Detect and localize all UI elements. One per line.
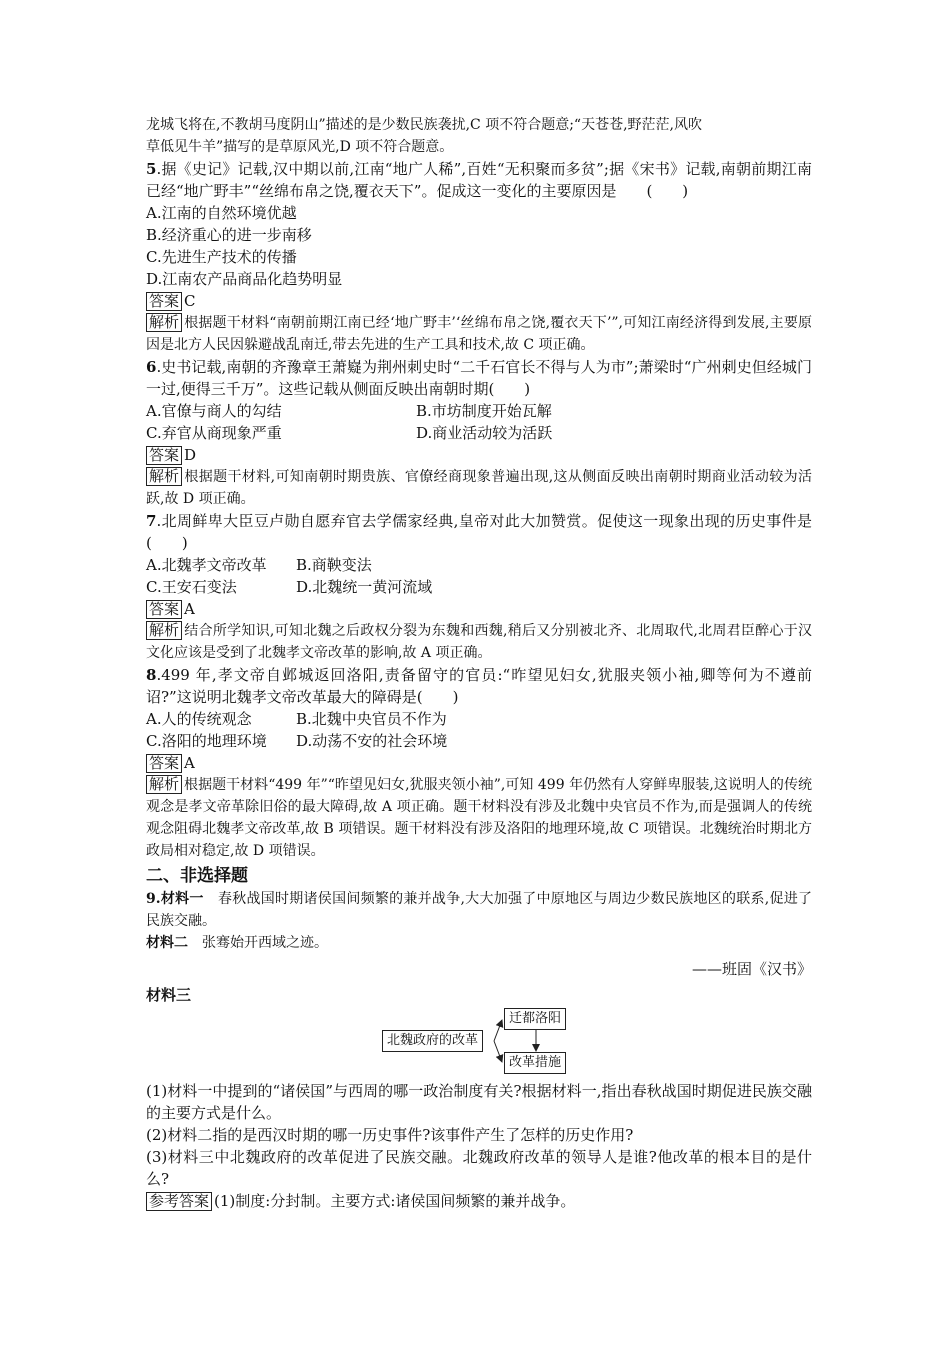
prev-analysis-line-1: 龙城飞将在,不教胡马度阴山”描述的是少数民族袭扰,C 项不符合题意;“天苍苍,野茫茫,风吹: [146, 117, 702, 133]
question-6-answer: 答案 D: [146, 444, 812, 466]
question-6-stem: 6.史书记载,南朝的齐豫章王萧嶷为荆州刺史时“二千石官长不得与人为市”;萧梁时“广州刺史但经城门一过,便得三千万”。这些记载从侧面反映出南朝时期( ): [146, 358, 812, 398]
option-b: B.市坊制度开始瓦解: [416, 402, 552, 420]
reform-diagram: [146, 1008, 812, 1074]
answer-label: 答案: [146, 600, 182, 619]
question-7-answer: 答案 A: [146, 598, 812, 620]
option-c: C.先进生产技术的传播: [146, 248, 297, 266]
option-b: B.经济重心的进一步南移: [146, 226, 312, 244]
option-b: B.商鞅变法: [296, 556, 372, 574]
question-5-analysis: 解析 根据题干材料“南朝前期江南已经‘地广野丰’‘丝绵布帛之饶,覆衣天下’”,可知江南经济得到发展,主要原因是北方人民因躲避战乱南迁,带去先进的生产工具和技术,故 C 项正确。: [146, 313, 812, 353]
question-7-stem: 7.北周鲜卑大臣豆卢勋自愿弃官去学儒家经典,皇帝对此大加赞赏。促使这一现象出现的历史事件是( ): [146, 512, 812, 552]
option-d: D.动荡不安的社会环境: [296, 732, 448, 750]
analysis-label: 解析: [146, 313, 182, 332]
question-7-analysis: 解析 结合所学知识,可知北魏之后政权分裂为东魏和西魏,稍后又分别被北齐、北周取代,北周君臣醉心于汉文化应该是受到了北魏孝文帝改革的影响,故 A 项正确。: [146, 621, 812, 661]
question-5-options: [146, 202, 812, 290]
option-c: C.王安石变法: [146, 578, 237, 596]
question-9-material-1: 9.材料一 春秋战国时期诸侯国间频繁的兼并战争,大大加强了中原地区与周边少数民族地区的联系,促进了民族交融。: [146, 891, 812, 929]
question-9-material-2: 材料二 张骞始开西域之迹。: [146, 935, 328, 951]
material-3-label: 材料三: [146, 986, 192, 1004]
diagram-top-box: 迁都洛阳: [504, 1008, 566, 1030]
option-c: C.洛阳的地理环境: [146, 732, 267, 750]
question-number: 6: [146, 358, 157, 376]
analysis-label: 解析: [146, 621, 182, 640]
question-5-answer: 答案 C: [146, 290, 812, 312]
prev-analysis-line-2: 草低见牛羊”描写的是草原风光,D 项不符合题意。: [146, 139, 454, 155]
question-7-options: [146, 554, 812, 598]
question-9-reference-answer: 参考答案 (1)制度:分封制。主要方式:诸侯国间频繁的兼并战争。: [146, 1190, 812, 1212]
answer-label: 答案: [146, 292, 182, 311]
option-d: D.江南农产品商品化趋势明显: [146, 270, 343, 288]
material-2-citation: ——班固《汉书》: [691, 960, 812, 978]
question-number: 9: [146, 891, 156, 907]
diagram-bottom-box: 改革措施: [504, 1052, 566, 1074]
question-9-sub-3: (3)材料三中北魏政府的改革促进了民族交融。北魏政府改革的领导人是谁?他改革的根本目的是什么?: [146, 1148, 812, 1188]
question-8-stem: 8.499 年,孝文帝自邺城返回洛阳,责备留守的官员:“昨望见妇女,犹服夹领小袖,卿等何为不遵前诏?”这说明北魏孝文帝改革最大的障碍是( ): [146, 666, 812, 706]
question-9-sub-2: (2)材料二指的是西汉时期的哪一历史事件?该事件产生了怎样的历史作用?: [146, 1126, 634, 1144]
option-d: D.商业活动较为活跃: [416, 424, 553, 442]
option-a: A.官僚与商人的勾结: [146, 402, 282, 420]
question-number: 5: [146, 160, 157, 178]
section-heading: 二、非选择题: [146, 866, 248, 886]
option-c: C.弃官从商现象严重: [146, 424, 282, 442]
document-page: [146, 114, 812, 1212]
question-5-stem: 5.据《史记》记载,汉中期以前,江南“地广人稀”,百姓“无积聚而多贫”;据《宋书》记载,南朝前期江南已经“地广野丰”“丝绵布帛之饶,覆衣天下”。促成这一变化的主要原因是 ( ): [146, 160, 812, 200]
option-b: B.北魏中央官员不作为: [296, 710, 447, 728]
question-8-analysis: 解析 根据题干材料“499 年”“昨望见妇女,犹服夹领小袖”,可知 499 年仍然有人穿鲜卑服装,这说明人的传统观念是孝文帝革除旧俗的最大障碍,故 A 项正确。题干材料没有涉及北魏中央官员不作为,而是强调人的传统观念阻碍北魏孝文帝改革,故 B 项错误。题干材料没有涉及洛阳的地理环境,故 C 项错误。北魏统治时期北方政局相对稳定,故 D 项错误。: [146, 775, 812, 859]
question-9-sub-1: (1)材料一中提到的“诸侯国”与西周的哪一政治制度有关?根据材料一,指出春秋战国时期促进民族交融的主要方式是什么。: [146, 1082, 812, 1122]
material-2-label: 材料二: [146, 935, 188, 951]
answer-label: 答案: [146, 446, 182, 465]
question-8-options: [146, 708, 812, 752]
answer-label: 答案: [146, 754, 182, 773]
diagram-main-box: 北魏政府的改革: [382, 1030, 483, 1052]
option-a: A.人的传统观念: [146, 710, 252, 728]
reference-answer-label: 参考答案: [146, 1192, 212, 1211]
option-d: D.北魏统一黄河流域: [296, 578, 433, 596]
option-a: A.江南的自然环境优越: [146, 204, 297, 222]
question-number: 7: [146, 512, 157, 530]
analysis-label: 解析: [146, 467, 182, 486]
question-6-analysis: 解析 根据题干材料,可知南朝时期贵族、官僚经商现象普遍出现,这从侧面反映出南朝时期商业活动较为活跃,故 D 项正确。: [146, 467, 812, 507]
analysis-label: 解析: [146, 775, 182, 794]
option-a: A.北魏孝文帝改革: [146, 556, 267, 574]
question-6-options: [146, 400, 812, 444]
question-number: 8: [146, 666, 157, 684]
question-8-answer: 答案 A: [146, 752, 812, 774]
material-1-label: .材料一: [155, 891, 204, 907]
